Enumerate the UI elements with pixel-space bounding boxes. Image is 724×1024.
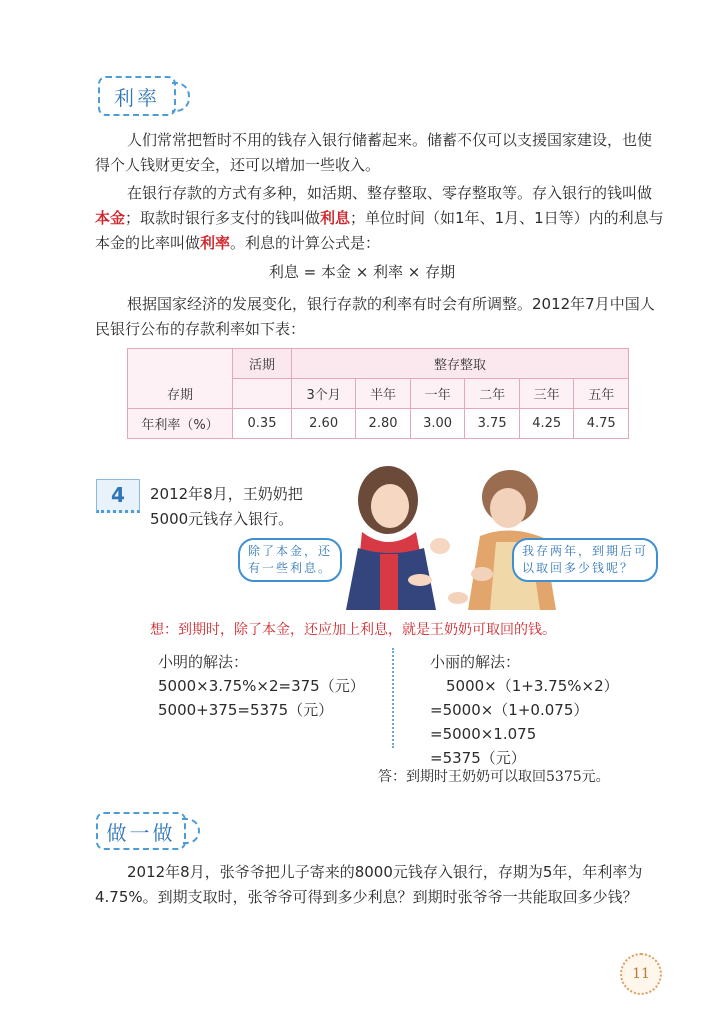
term-cell: 3个月 — [292, 379, 356, 409]
term-principal: 本金 — [95, 209, 126, 227]
fixed-deposit-header: 整存整取 — [292, 349, 629, 379]
intro-paragraph: 人们常常把暂时不用的钱存入银行储蓄起来。储蓄不仅可以支援国家建设，也使得个人钱财更安全，还可以增加一些收入。 — [95, 131, 653, 174]
rate-cell: 0.35 — [233, 409, 292, 439]
rate-cell: 2.80 — [356, 409, 411, 439]
deposit-rate-table — [127, 348, 629, 439]
rate-cell: 4.75 — [574, 409, 629, 439]
solution-line: =5375（元） — [430, 749, 526, 767]
interest-formula: 利息 = 本金 × 利率 × 存期 — [268, 263, 456, 281]
hint-line: 想：到期时，除了本金，还应加上利息，就是王奶奶可取回的钱。 — [150, 622, 556, 638]
solution-line: 5000×3.75%×2=375（元） — [158, 677, 365, 695]
term-cell: 二年 — [465, 379, 520, 409]
illustration-two-women — [340, 462, 670, 610]
speech-bubble-left: 除了本金，还 有一些利息。 — [238, 538, 342, 582]
rate-row-header: 年利率（%） — [128, 409, 233, 439]
solution-divider — [392, 648, 394, 748]
section-title-text: 利率 — [114, 85, 160, 110]
xiaoli-title: 小丽的解法： — [430, 653, 521, 671]
term-interest-rate: 利率 — [200, 234, 231, 252]
solution-line: 5000+375=5375（元） — [158, 701, 334, 719]
solution-line: =5000×（1+0.075） — [430, 701, 589, 719]
example-number-badge: 4 — [96, 479, 140, 513]
example-statement: 2012年8月，王奶奶把 5000元钱存入银行。 — [150, 485, 303, 528]
rate-cell: 4.25 — [519, 409, 574, 439]
definition-paragraph: 在银行存款的方式有多种，如活期、整存整取、零存整取等。存入银行的钱叫做本金；取款时银行多支付的钱叫做利息；单位时间（如1年、1月、1日等）内的利息与本金的比率叫做利率。利息的计算公式是： — [95, 184, 664, 252]
section-title-interest-rate — [98, 76, 176, 116]
solution-line: =5000×1.075 — [430, 725, 537, 743]
rate-cell: 3.75 — [465, 409, 520, 439]
xiaoming-solution — [158, 650, 365, 722]
rate-cell: 2.60 — [292, 409, 356, 439]
demand-header: 活期 — [233, 349, 292, 379]
title-scroll-curl-icon — [172, 82, 190, 112]
xiaoli-solution — [430, 650, 619, 770]
title-scroll-curl-icon — [182, 818, 200, 844]
solution-line: 5000×（1+3.75%×2） — [446, 677, 619, 695]
section-title-practice — [96, 812, 186, 850]
rate-table-intro: 根据国家经济的发展变化，银行存款的利率有时会有所调整。2012年7月中国人民银行公布的存款利率如下表： — [95, 295, 655, 338]
section-title-text: 做一做 — [106, 820, 176, 845]
rate-cell: 3.00 — [410, 409, 465, 439]
speech-bubble-right: 我存两年，到期后可 以取回多少钱呢？ — [512, 538, 658, 582]
term-cell: 三年 — [519, 379, 574, 409]
answer-line: 答：到期时王奶奶可以取回5375元。 — [378, 769, 610, 785]
xiaoming-title: 小明的解法： — [158, 653, 249, 671]
exercise-paragraph: 2012年8月，张爷爷把儿子寄来的8000元钱存入银行，存期为5年，年利率为4.75%。到期支取时，张爷爷可得到多少利息？到期时张爷爷一共能取回多少钱？ — [95, 863, 643, 906]
page-number-badge: 11 — [620, 953, 662, 995]
term-cell: 半年 — [356, 379, 411, 409]
demand-term-cell — [233, 379, 292, 409]
term-row-header: 存期 — [128, 349, 233, 409]
term-interest: 利息 — [320, 209, 351, 227]
term-cell: 一年 — [410, 379, 465, 409]
term-cell: 五年 — [574, 379, 629, 409]
